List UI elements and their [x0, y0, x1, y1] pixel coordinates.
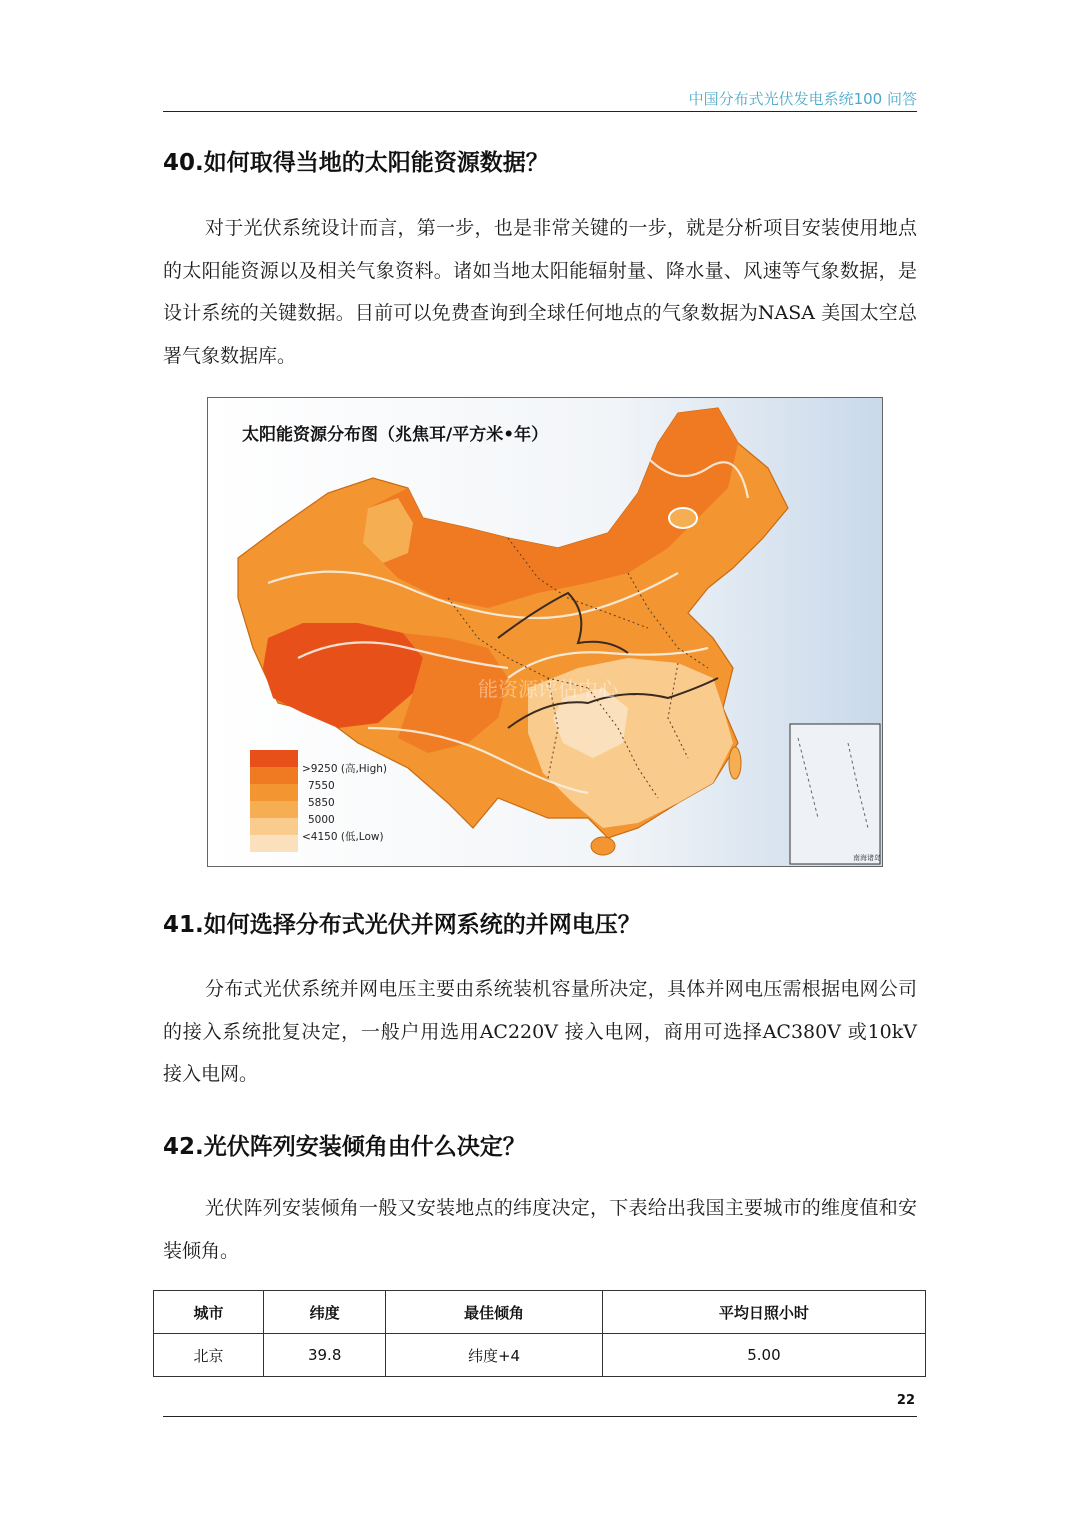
legend-label-3: 5850 — [308, 797, 335, 809]
map-watermark: 能资源评估中心 — [478, 677, 618, 701]
header-rule — [163, 111, 917, 112]
map-svg — [208, 398, 882, 866]
table-cell-sun-hours: 5.00 — [602, 1334, 925, 1377]
header-title: 中国分布式光伏发电系统100 问答 — [688, 90, 917, 108]
paragraph-q42: 光伏阵列安装倾角一般又安装地点的纬度决定，下表给出我国主要城市的维度值和安装倾角。 — [163, 1197, 917, 1262]
legend-swatch-3 — [250, 784, 298, 801]
legend-label-1: >9250 (高,High) — [302, 763, 388, 775]
legend-label-4: 5000 — [308, 814, 335, 826]
island-taiwan — [729, 747, 741, 779]
table-header-latitude: 纬度 — [264, 1291, 386, 1334]
island-hainan — [591, 837, 615, 855]
table-header-row — [154, 1291, 926, 1334]
latitude-table — [153, 1290, 926, 1377]
legend-swatch-1 — [250, 750, 298, 767]
region-ring-northeast — [669, 508, 697, 528]
paragraph-q41: 分布式光伏系统并网电压主要由系统装机容量所决定，具体并网电压需根据电网公司的接入系统批复决定，一般户用选用AC220V 接入电网，商用可选择AC380V 或10kV 接入电网。 — [163, 978, 917, 1085]
heading-q40: 40.如何取得当地的太阳能资源数据？ — [163, 150, 549, 176]
legend-swatch-2 — [250, 767, 298, 784]
heading-q41: 41.如何选择分布式光伏并网系统的并网电压？ — [163, 912, 641, 938]
table-header-sun-hours: 平均日照小时 — [602, 1291, 925, 1334]
table-header-city: 城市 — [154, 1291, 264, 1334]
table-row — [154, 1334, 926, 1377]
table-cell-best-tilt: 纬度+4 — [386, 1334, 603, 1377]
legend-label-5: <4150 (低,Low) — [302, 831, 384, 843]
page-number: 22 — [896, 1393, 915, 1408]
paragraph-q40: 对于光伏系统设计而言，第一步，也是非常关键的一步，就是分析项目安装使用地点的太阳能资源以及相关气象资料。诸如当地太阳能辐射量、降水量、风速等气象数据，是设计系统的关键数据。目前可以免费查询到全球任何地点的气象数据为NASA 美国太空总署气象数据库。 — [163, 217, 917, 367]
map-title: 太阳能资源分布图（兆焦耳/平方米•年） — [242, 425, 549, 445]
footer-rule — [163, 1416, 917, 1417]
solar-resource-map — [207, 397, 883, 867]
legend-label-2: 7550 — [308, 780, 335, 792]
legend-swatch-6 — [250, 835, 298, 852]
heading-q42: 42.光伏阵列安装倾角由什么决定？ — [163, 1134, 526, 1160]
legend-swatch-4 — [250, 801, 298, 818]
table-header-best-tilt: 最佳倾角 — [386, 1291, 603, 1334]
table-cell-city: 北京 — [154, 1334, 264, 1377]
legend-swatch-5 — [250, 818, 298, 835]
south-china-sea-inset — [790, 724, 880, 864]
inset-label: 南海诸岛 — [853, 854, 881, 862]
table-cell-latitude: 39.8 — [264, 1334, 386, 1377]
